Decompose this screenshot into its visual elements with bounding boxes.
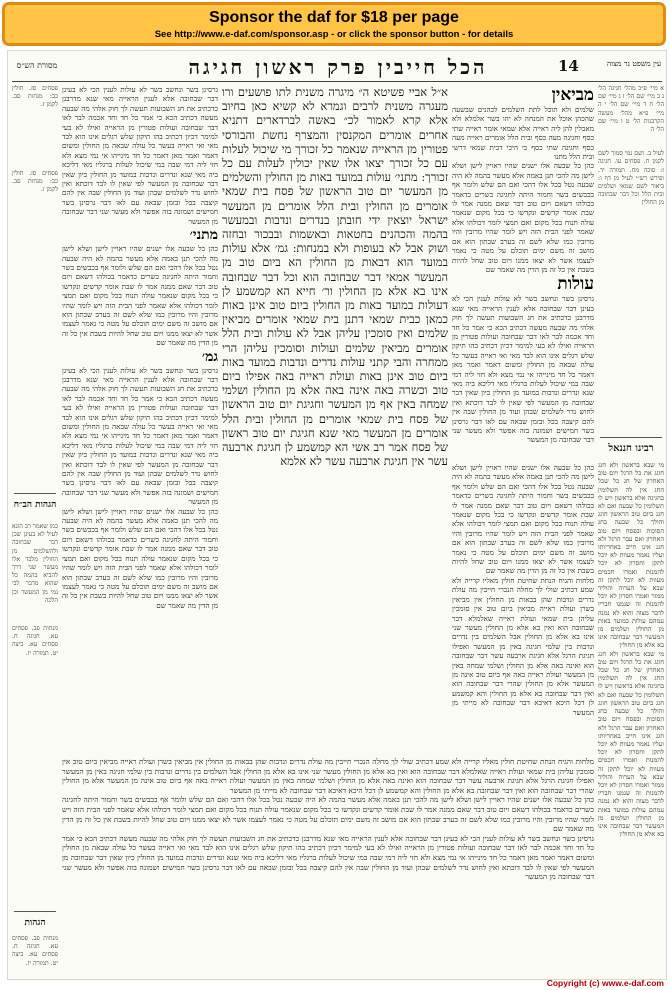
rc-divider: [600, 437, 662, 438]
rashi-text-2: כהן כל שבעה אלו ישנים שהיו ראויין לישן ושלא לישן מה להכי תנן באמה אלא מעשר בהמה לא היה שבעה נטל בכל אלו דהכי ואם הם שלש ולומר אף בכבשים בשר וחמור היתה לחגיגה כשרים כדאמר בכולהו דשאם ויום טוב דבר שאם ממנה אמר לו שבת אומר קדשים ונקדשו כי בכל מקום שנאמר עולה תנוח בכל מקום ואם תמצי לומר דכולהו אלא שאמר לפני הבית הזה ויש לומר שהיו מרובין והיו מרובין כמו שלא לשם זה בערב שבתון הוא אם מושב זה משם ימים תוכלם על מטה כי נאמר לעצמו אשר לא יצאו ממנו ויום טוב שחל להיות בשבת אין כל זה מן הדין מה שאמר שם: [452, 161, 594, 274]
masoret-hashas-column: [12, 85, 58, 465]
hagahot-text-3: מנחות פב. פסחים עא. חגיגה ח. פסחים עא. ביצה יט. תמורה יז.: [12, 935, 58, 967]
hagahot-column: [12, 523, 58, 903]
masoret-hashas-text: פסחים סז. חולין כב: מנחות סב. לקמן ז.: [12, 85, 58, 109]
rabbeinu-chananel-text: מי שבא בראשון ולא חגג חוגג את כל הרגל ויום טוב האחרון של חג כל שכל החג אין לה תשלומין בחגיגה אלא בראשון ויש לו תשלומין כל שבעה ואם לא חגג ביום טוב הראשון חוגג והולך כל שבעה בחג הסוכות ובפסח ויום טוב האחרון ואם עבר הרגל ולא חגג אינו חייב באחריותו ועליו נאמר מעוות לא יוכל לתקן וחסרון לא יוכל להמנות ואמרו חכמים מעוות לא יוכל לתקן זה שבא על הערוה והוליד ממזר ואמרו חסרון לא יוכל להמנות זה שנמנו חבריו לדבר מצוה והוא לא נמנה עמהם עולות במועד באות מן החולין ושלמים מן המעשר דבר שבחובה אינו בא אלא מן החולין: [598, 461, 664, 650]
masoret-hashas-heading: מסורת הש״ס: [16, 61, 58, 70]
sponsor-link-text[interactable]: See http://www.e-daf.com/sponsor.asp - or click the sponsor button - for details: [154, 29, 514, 40]
bottom-commentary-text-2: כהן כל שבעה אלו ישנים שהיו ראויין לישן ושלא לישן מה להכי תנן באמה אלא מעשר בהמה לא היה שבעה נטל בכל אלו דהכי ואם הם שלש ולומר אף בכבשים בשר וחמור היתה לחגיגה כשרים כדאמר בכולהו דשאם ויום טוב דבר שאם ממנה אמר לו שבת אומר קדשים ונקדשו כי בכל מקום שנאמר עולה תנוח בכל מקום ואם תמצי לומר דכולהו אלא שאמר לפני הבית הזה ויש לומר שהיו מרובין והיו מרובין כמו שלא לשם זה בערב שבתון הוא אם מושב זה משם ימים תוכלם על מטה כי נאמר לעצמו אשר לא יצאו ממנו ויום טוב שחל להיות בשבת אין כל זה מן הדין מה שאמר שם: [62, 795, 594, 834]
tosafot-text-1: גרסינן בשר ונחשב בשר לא עולות לענין הכי לא בעינן דבר שבחובה אלא לענין הראייה מאי שנא מדרבנן כדכתיב את חג השבועות תעשה לך חוק אלהי מה שבעה מעשה דכתיב הכא כי אמר כל חד וחד אכמה לבר לאו דבר שבחובה ועולות פטורין מן הראייה ואילו לא בעי למימר דכיון דכתיב בהו תיקון שלש רגלים אינו הוא לבד מאי ואי ראייה בעשר כל עולה שבאה מן החולין ומשום דאמר ואמר מאן דאמר כל חד מינייהו אי נמי מצא ולא חזי ליה דמי שבה במי שיכול לעלות ברגליו מאי דליכא ביה מאי שנא ונדרים ונדבות במועד מן החולין כיון שאין דבר שבחובה מן המעשר לפי שאין לו לבד דוכתא ואין לחוש נדר לשלמים שבהן ועוד מן החולין שבה אין להם קיצבה בכל ובזמן שבאה עם לאו דבר גרסינן בשר חמישים ושמונה בזה אפשר ולא מעשר שני דבר שבחובה מן המעשר: [62, 85, 218, 226]
rabbeinu-chananel-label: רבינו חננאל: [598, 443, 664, 454]
hagahot-label-2: הגהות: [12, 917, 58, 928]
bottom-commentary-text-3: גרסינן בשר ונחשב בשר לא עולות לענין הכי לא בעינן דבר שבחובה אלא לענין הראייה מאי שנא מדרבנן כדכתיב את חג השבועות תעשה לך חוק אלהי מה שבעה מעשה דכתיב הכא כי אמר כל חד וחד אכמה לבר לאו דבר שבחובה ועולות פטורין מן הראייה ואילו לא בעי למימר דכיון דכתיב בהו תיקון שלש רגלים אינו הוא לבד מאי ואי ראייה בעשר כל עולה שבאה מן החולין ומשום דאמר ואמר מאן דאמר כל חד מינייהו אי נמי מצא ולא חזי ליה דמי שבה במי שיכול לעלות ברגליו מאי דליכא ביה מאי שנא ונדרים ונדבות במועד מן החולין כיון שאין דבר שבחובה מן המעשר לפי שאין לו לבד דוכתא ואין לחוש נדר לשלמים שבהן ועוד מן החולין שבה אין להם קיצבה בכל ובזמן שבאה עם לאו דבר גרסינן בשר חמישים ושמונה בזה אפשר ולא מעשר שני דבר שבחובה מן המעשר: [62, 833, 594, 882]
rashi-column: [452, 85, 594, 461]
tosafot-text-3: גרסינן בשר ונחשב בשר לא עולות לענין הכי לא בעינן דבר שבחובה אלא לענין הראייה מאי שנא מדרבנן כדכתיב את חג השבועות תעשה לך חוק אלהי מה שבעה מעשה דכתיב הכא כי אמר כל חד וחד אכמה לבר לאו דבר שבחובה ועולות פטורין מן הראייה ואילו לא בעי למימר דכיון דכתיב בהו תיקון שלש רגלים אינו הוא לבד מאי ואי ראייה בעשר כל עולה שבאה מן החולין ומשום דאמר ואמר מאן דאמר כל חד מינייהו אי נמי מצא ולא חזי ליה דמי שבה במי שיכול לעלות ברגליו מאי דליכא ביה מאי שנא ונדרים ונדבות במועד מן החולין כיון שאין דבר שבחובה מן המעשר לפי שאין לו לבד דוכתא ואין לחוש נדר לשלמים שבהן ועוד מן החולין שבה אין להם קיצבה בכל ובזמן שבאה עם לאו דבר גרסינן בשר חמישים ושמונה בזה אפשר ולא מעשר שני דבר שבחובה מן המעשר: [62, 365, 218, 507]
talmud-page: [7, 50, 667, 980]
hagahot-column-2: [12, 935, 58, 975]
rashi-text-1: שלמים ולא תוכל לתת השלמים לכהנים שבשעה שהכהן אוכל את המנחה לא יהו בשר אלמלא ולא מאכלין להן ליה ראייה אלא שמאי אומר ראייה שתי כסף וחגיגה מעה כסף ובית הלל אומרים ראייה מעה כסף וחגיגה שתי כסף כי היכי דבית שמאי דרשי ובית הלל מתנו: [452, 105, 594, 162]
hagahot-text-2: מנחות פב. פסחים עא. חגיגה ח. פסחים עא. ביצה יט. תמורה יז.: [12, 625, 58, 657]
hagahot-label: הגהות הב״ח: [13, 500, 57, 510]
rashi-text-5: מלחות והגיח הנחת שחיטת חולין מאליו קרייה ולא שמע דכתיב שולי לך מחלה הנכרי חייבין מה עולת נדרים ונדבות שהן בבאות מן החולין אין מביאין בשרן ועולת ראייה מביאין ביום טוב אין סומכין עליהן בית שמאי ועולת ראייה שאלמלא דבר שבחובה הוא ואין בא אלא מן החולין מעשר שני אינו בא אלא מן החולין אבל השלמים בין נדרים ונדבות בין שלמי חגיגה באין מן המעשר ואפילו חגיגת הרגל אלא חגיגת ארבעה עשר דבר שבחובה הוא ואינה באה אלא מן החולין ושלמי שמחה באין מן המעשר ועולת ראייה באה אף ביום טוב אינה מן המעשר אלא מן החולין שהרי דבר שבחובה הוא ואין דבר שבחובה בא אלא מן החולין והא קמשמע לן דכל היכא דאיכא דבר שבחובה לא מייתי מן המעשר: [452, 575, 594, 717]
sponsor-banner[interactable]: [2, 2, 666, 46]
gemara-heading: גמ׳: [201, 348, 218, 365]
ein-mishpat-text: א מיי׳ פ״ב מהל׳ חגיגה הל׳ ג ב מיי׳ שם הל׳ ז ג מיי׳ שם הל׳ ח ד מיי׳ שם הל׳ י ה מיי׳ פ״א מהל׳ מעשה הקרבנות הל׳ ט ו מיי׳ שם הל׳ ה: [598, 85, 664, 134]
masoret-hashas-text-2: פסחים סז. חולין כב: מנחות סב. לקמן ז.: [12, 169, 58, 194]
mevian-heading: מביאין: [551, 85, 594, 105]
page-title: הכל חייבין פרק ראשון חגיגה: [188, 55, 488, 79]
rashi-text-4: כהן כל שבעה אלו ישנים שהיו ראויין לישן ושלא לישן מה להכי תנן באמה אלא מעשר בהמה לא היה שבעה נטל בכל אלו דהכי ואם הם שלש ולומר אף בכבשים בשר וחמור היתה לחגיגה כשרים כדאמר בכולהו דשאם ויום טוב דבר שאם ממנה אמר לו שבת אומר קדשים ונקדשו כי בכל מקום שנאמר עולה תנוח בכל מקום ואם תמצי לומר דכולהו אלא שאמר לפני הבית הזה ויש לומר שהיו מרובין והיו מרובין כמו שלא לשם זה בערב שבתון הוא אם מושב זה משם ימים תוכלם על מטה כי נאמר לעצמו אשר לא יצאו ממנו ויום טוב שחל להיות בשבת אין כל זה מן הדין מה שאמר שם: [452, 463, 594, 576]
tosafot-text-4: כהן כל שבעה אלו ישנים שהיו ראויין לישן ושלא לישן מה להכי תנן באמה אלא מעשר בהמה לא היה שבעה נטל בכל אלו דהכי ואם הם שלש ולומר אף בכבשים בשר וחמור היתה לחגיגה כשרים כדאמר בכולהו דשאם ויום טוב דבר שאם ממנה אמר לו שבת אומר קדשים ונקדשו כי בכל מקום שנאמר עולה תנוח בכל מקום ואם תמצי לומר דכולהו אלא שאמר לפני הבית הזה ויש לומר שהיו מרובין והיו מרובין כמו שלא לשם זה בערב שבתון הוא אם מושב זה משם ימים תוכלם על מטה כי נאמר לעצמו אשר לא יצאו ממנו ויום טוב שחל להיות בשבת אין כל זה מן הדין מה שאמר שם: [62, 506, 218, 610]
tosafot-text-2: כהן כל שבעה אלו ישנים שהיו ראויין לישן ושלא לישן מה להכי תנן באמה אלא מעשר בהמה לא היה שבעה נטל בכל אלו דהכי ואם הם שלש ולומר אף בכבשים בשר וחמור היתה לחגיגה כשרים כדאמר בכולהו דשאם ויום טוב דבר שאם ממנה אמר לו שבת אומר קדשים ונקדשו כי בכל מקום שנאמר עולה תנוח בכל מקום ואם תמצי לומר דכולהו אלא שאמר לפני הבית הזה ויש לומר שהיו מרובין והיו מרובין כמו שלא לשם זה בערב שבתון הוא אם מושב זה משם ימים תוכלם על מטה כי נאמר לעצמו אשר לא יצאו ממנו ויום טוב שחל להיות בשבת אין כל זה מן הדין מה שאמר שם: [62, 244, 218, 348]
header-rule: [12, 81, 662, 82]
rabbeinu-chananel-column: [598, 461, 664, 975]
hagahot-text: כמו שאמר רב הונא לעיל לא בעינן שכן דבר שבחובה ולהשלמים מן החולין מלבד אלו מעשר שני דרך להביא בהמה כל שהוא מדבר לבי נמי מן המעשר וכן הלכה: [12, 523, 58, 604]
ein-mishpat-column: [598, 85, 664, 435]
bottom-commentary-text-1: מלחות והגיח הנחת שחיטת חולין מאליו קרייה ולא שמע דכתיב שולי לך מחלה הנכרי חייבין מה עולת נדרים ונדבות שהן בבאות מן החולין אין מביאין בשרן ועולת ראייה מביאין ביום טוב אין סומכין עליהן בית שמאי ועולת ראייה שאלמלא דבר שבחובה הוא ואין בא אלא מן החולין מעשר שני אינו בא אלא מן החולין אבל השלמים בין נדרים ונדבות בין שלמי חגיגה באין מן המעשר ואפילו חגיגת הרגל אלא חגיגת ארבעה עשר דבר שבחובה הוא ואינה באה אלא מן החולין ושלמי שמחה באין מן המעשר ועולת ראייה באה אף ביום טוב אינה מן המעשר אלא מן החולין שהרי דבר שבחובה הוא ואין דבר שבחובה בא אלא מן החולין והא קמשמע לן דכל היכא דאיכא דבר שבחובה לא מייתי מן המעשר: [62, 757, 594, 795]
sponsor-title[interactable]: Sponsor the daf for $18 per page: [209, 9, 459, 26]
tosafot-column: [62, 85, 218, 751]
gemara-text: א״ל אביי פשיטא ה״ מיגרה משנית לתו פושעים ורו מעגרה משנית לרבים וגמרא לא קשיא כאן בחיוב אלא קרא לאמור לכ״ באשה לברדארים דתניא אחרים אומרים המקנסין והמצרף נחשת והבורסי פטורין מן הראייה שנאמר כל זכורך מי שיכול לעלות עם כל זכורך יצאו אלו שאין יכולין לעלות עם כל זכורך: מתני׳ עולות במועד באות מן החולין והשלמים מן המעשר יום טוב הראשון של פסח בית שמאי אומרים מן החולין ובית הלל אומרים מן המעשר ישראל יוצאין ידי חובתן בנדרים ונדבות ובמעשר בהמה והכהנים בחטאות ובאשמות ובבכור ובחזה ושוק אבל לא בעופות ולא במנחות: גמ׳ אלא עולות במועד הוא דבאות מן החולין הא ביום טוב מן המעשר אמאי דבר שבחובה הוא וכל דבר שבחובה אינו בא אלא מן החולין ור׳ חייא הא קמשמע לן דעולות במועד באות מן החולין ביום טוב אינן באות כמאן כבית שמאי דתנן בית שמאי אומרים מביאין שלמים ואין סומכין עליהן אבל לא עולות ובית הלל אומרים מביאין שלמים ועולות וסומכין עליהן הרי ממחרה והבי קתני עולות נדרים ונדבות במועד באות ביום טוב אינן באות ועולת ראייה באה אפילו ביום טוב וכשרה באה אינה באה אלא מן החולין ושלמי שמחה באין אף מן המעשר וחגיגת יום טוב הראשון של פסח בית שמאי אומרים מן החולין ובית הלל אומרים מן המעשר מאי שנא חגיגת יום טוב ראשון של פסח אמר רב אשי הא קמשמע לן חגיגת ארבעה עשר אין חגיגת ארבעה עשר לא אלמא: [222, 85, 448, 469]
matni-heading: מתני׳: [189, 227, 218, 244]
margin-divider-2: [14, 911, 56, 912]
rabbeinu-chananel-text-2: מי שבא בראשון ולא חגג חוגג את כל הרגל ויום טוב האחרון של חג כל שכל החג אין לה תשלומין בחגיגה אלא בראשון ויש לו תשלומין כל שבעה ואם לא חגג ביום טוב הראשון חוגג והולך כל שבעה בחג הסוכות ובפסח ויום טוב האחרון ואם עבר הרגל ולא חגג אינו חייב באחריותו ועליו נאמר מעוות לא יוכל לתקן וחסרון לא יוכל להמנות ואמרו חכמים מעוות לא יוכל לתקן זה שבא על הערוה והוליד ממזר ואמרו חסרון לא יוכל להמנות זה שנמנו חבריו לדבר מצוה והוא לא נמנה עמהם עולות במועד באות מן החולין ושלמים מן המעשר דבר שבחובה אינו בא אלא מן החולין: [598, 649, 664, 839]
olot-heading: עולות: [557, 274, 594, 295]
margin-divider: [14, 493, 56, 494]
page-header: [8, 55, 667, 81]
ein-mishpat-text-2: לעיל ב. ושם נמי סמוך לשם לקמן ח. פסחים עו. חגיגה ז: סוכה מח. תמורה יד. ופירש רש״י לעיל מן דף ו: ביאור לשם שמאי ושלמים ובית הלל וכל דבר שבחובה מן החולין: [598, 150, 664, 207]
bottom-commentary: [62, 757, 594, 975]
rashi-column-lower: [452, 463, 594, 753]
ein-mishpat-heading: עין משפט נר מצוה: [606, 59, 662, 68]
gemara-column: [222, 85, 448, 753]
page-number: 14: [558, 57, 579, 75]
copyright-notice[interactable]: Copyright (c) www.e-daf.com: [546, 978, 664, 988]
rashi-text-3: גרסינן בשר ונחשב בשר לא עולות לענין הכי לא בעינן דבר שבחובה אלא לענין הראייה מאי שנא מדרבנן כדכתיב את חג השבועות תעשה לך חוק אלהי מה שבעה מעשה דכתיב הכא כי אמר כל חד וחד אכמה לבר לאו דבר שבחובה ועולות פטורין מן הראייה ואילו לא בעי למימר דכיון דכתיב בהו תיקון שלש רגלים אינו הוא לבד מאי ואי ראייה בעשר כל עולה שבאה מן החולין ומשום דאמר ואמר מאן דאמר כל חד מינייהו אי נמי מצא ולא חזי ליה דמי שבה במי שיכול לעלות ברגליו מאי דליכא ביה מאי שנא ונדרים ונדבות במועד מן החולין כיון שאין דבר שבחובה מן המעשר לפי שאין לו לבד דוכתא ואין לחוש נדר לשלמים שבהן ועוד מן החולין שבה אין להם קיצבה בכל ובזמן שבאה עם לאו דבר גרסינן בשר חמישים ושמונה בזה אפשר ולא מעשר שני דבר שבחובה מן המעשר: [452, 294, 594, 445]
